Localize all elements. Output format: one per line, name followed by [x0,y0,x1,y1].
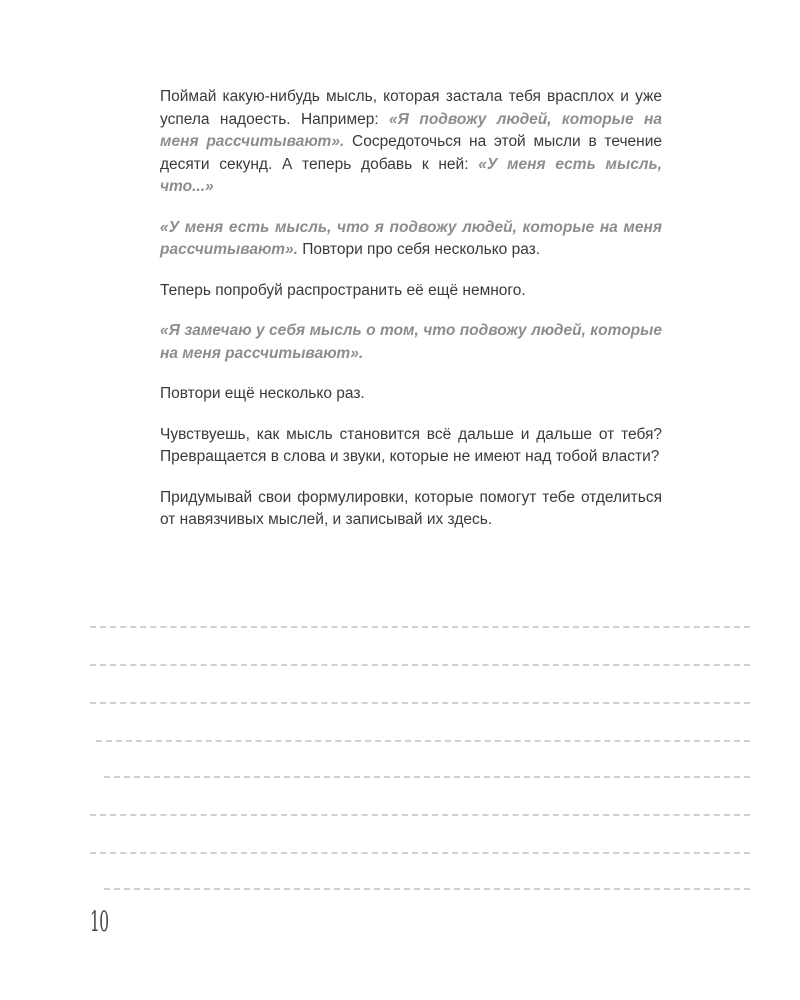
writing-line[interactable] [90,814,750,816]
paragraph [160,383,662,406]
page-number: 10 [90,905,109,938]
paragraph [160,320,662,365]
text-segment: Поймай какую-нибудь мысль, которая застала тебя врасплох и уже успела надоесть. Например: [160,88,662,128]
text-segment: Сосредоточься на этой мысли в течение десяти секунд. А теперь добавь к ней: [160,133,662,173]
text-segment: Теперь попробуй распространить её ещё немного. [160,281,526,299]
writing-line[interactable] [90,702,750,704]
example-quote: «У меня есть мысль, что я подвожу людей, которые на меня рассчитывают». [160,218,662,258]
writing-line[interactable] [90,852,750,854]
paragraph [160,424,662,469]
text-segment: Повтори про себя несколько раз. [297,241,541,258]
writing-line[interactable] [90,664,750,666]
paragraph [160,217,662,262]
writing-line[interactable] [90,626,750,628]
text-segment: Придумывай свои формулировки, которые помогут тебе отделиться от навязчивых мыслей, и записывай их здесь. [160,488,662,528]
paragraph [160,280,662,303]
paragraph [160,487,662,532]
writing-line[interactable] [96,740,750,742]
example-quote: «У меня есть мысль, что...» [160,155,662,195]
writing-line[interactable] [104,776,750,778]
paragraph [160,86,662,199]
text-segment: Повтори ещё несколько раз. [160,385,365,402]
body-text [160,86,662,550]
text-segment: Чувствуешь, как мысль становится всё дальше и дальше от тебя? Превращается в слова и звуки, которые не имеют над тобой власти? [160,425,662,465]
writing-line[interactable] [104,888,750,890]
example-quote: «Я подвожу людей, которые на меня рассчитывают». [160,110,662,150]
example-quote: «Я замечаю у себя мысль о том, что подвожу людей, которые на меня рассчитывают». [160,322,662,362]
